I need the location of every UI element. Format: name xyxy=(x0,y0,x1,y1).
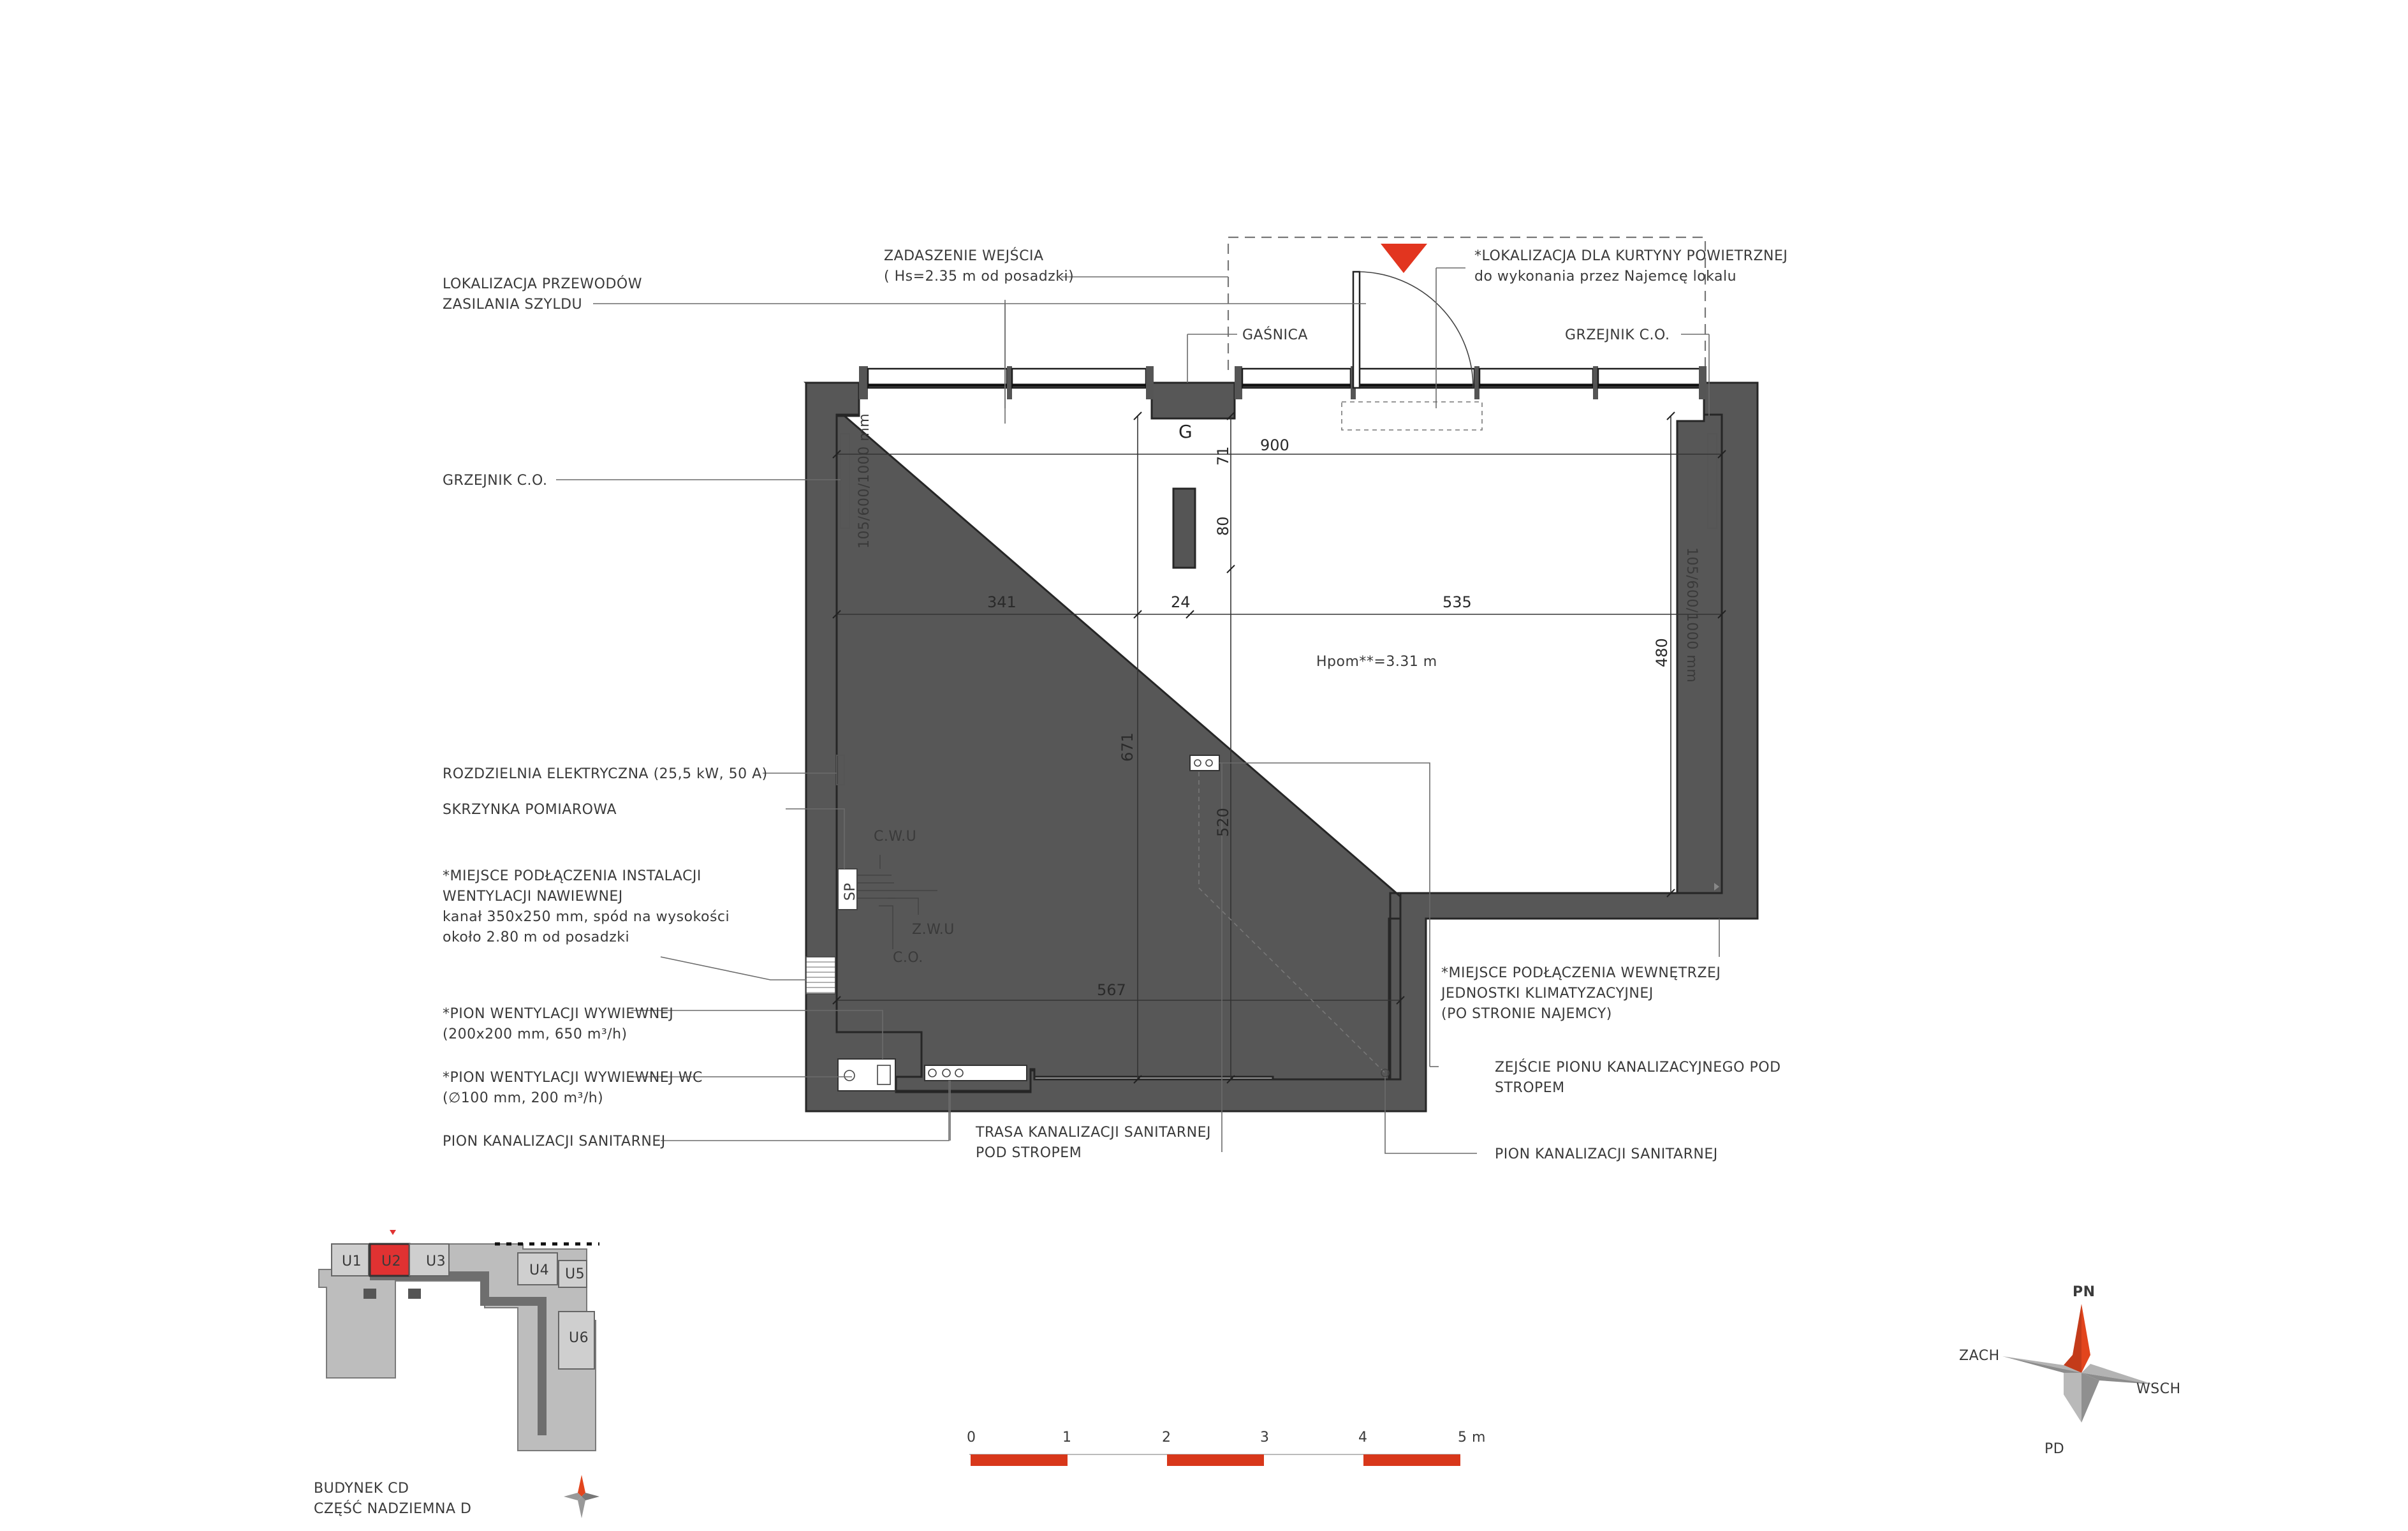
canopy-height-label: ( Hs=2.35 m od posadzki) xyxy=(884,269,1075,285)
dim-inner-height: 520 xyxy=(1214,808,1232,837)
riser-box xyxy=(1190,755,1219,771)
radiator-left-label: GRZEJNIK C.O. xyxy=(443,473,548,489)
key-plan-unit-u4: U4 xyxy=(529,1262,550,1278)
sign-power-label-1: LOKALIZACJA PRZEWODÓW xyxy=(443,276,642,292)
dim-radiator-left: 105/600/1000 mm xyxy=(856,413,872,549)
scale-tick-4: 4 xyxy=(1358,1430,1368,1446)
key-plan-building-2: CZĘŚĆ NADZIEMNA D xyxy=(314,1501,472,1517)
sewer-riser-right-label: PION KANALIZACJI SANITARNEJ xyxy=(1495,1146,1718,1162)
key-plan-building-1: BUDYNEK CD xyxy=(314,1481,409,1497)
scale-tick-2: 2 xyxy=(1162,1430,1171,1446)
extinguisher-symbol: G xyxy=(1178,421,1193,442)
scale-tick-0: 0 xyxy=(967,1430,976,1446)
dim-radiator-right: 105/600/1000 mm xyxy=(1684,547,1700,683)
scale-segment-1 xyxy=(971,1454,1068,1466)
sink-counter xyxy=(925,1065,1027,1081)
key-plan-unit-u5: U5 xyxy=(565,1266,585,1282)
compass-east-label: WSCH xyxy=(2136,1381,2181,1397)
entrance-arrow-icon xyxy=(1381,244,1427,273)
dim-left-height: 671 xyxy=(1119,732,1136,762)
switchboard-label: ROZDZIELNIA ELEKTRYCZNA (25,5 kW, 50 A) xyxy=(443,766,768,782)
extinguisher-label: GAŚNICA xyxy=(1242,327,1308,343)
sewer-route-label-2: POD STROPEM xyxy=(976,1145,1082,1161)
key-plan-unit-u6: U6 xyxy=(569,1330,589,1346)
exhaust-wc-label-2: (∅100 mm, 200 m³/h) xyxy=(443,1090,604,1106)
key-plan-unit-u2: U2 xyxy=(381,1254,402,1269)
exterior-walls xyxy=(806,383,1758,1111)
exhaust-label-1: *PION WENTYLACJI WYWIEWNEJ xyxy=(443,1006,674,1022)
air-curtain-zone xyxy=(1342,402,1482,430)
supply-vent-box xyxy=(806,957,835,994)
supply-vent-label-2: WENTYLACJI NAWIEWNEJ xyxy=(443,889,623,905)
supply-vent-label-4: około 2.80 m od posadzki xyxy=(443,929,630,945)
riser-descent-label-1: ZEJŚCIE PIONU KANALIZACYJNEGO POD xyxy=(1495,1060,1781,1076)
column xyxy=(1173,489,1195,568)
mini-compass-icon xyxy=(564,1475,599,1518)
scale-tick-5: 5 m xyxy=(1458,1430,1486,1446)
dim-left-span: 341 xyxy=(987,593,1017,611)
sign-power-label-2: ZASILANIA SZYLDU xyxy=(443,297,583,313)
key-plan-unit-u3: U3 xyxy=(426,1254,446,1269)
sewer-riser-left-label: PION KANALIZACJI SANITARNEJ xyxy=(443,1134,666,1150)
room-height-label: Hpom**=3.31 m xyxy=(1316,654,1437,670)
cwu-label: C.W.U xyxy=(874,829,917,845)
scale-segment-3 xyxy=(1363,1454,1460,1466)
scale-tick-3: 3 xyxy=(1260,1430,1270,1446)
key-plan xyxy=(314,1230,599,1518)
exhaust-wc-label-1: *PION WENTYLACJI WYWIEWNEJ WC xyxy=(443,1070,703,1086)
riser-descent-label-2: STROPEM xyxy=(1495,1080,1565,1096)
meter-box-label: SKRZYNKA POMIAROWA xyxy=(443,802,617,818)
canopy-title-label: ZADASZENIE WEJŚCIA xyxy=(884,248,1044,264)
wc-fixture xyxy=(838,1059,895,1091)
ac-label-2: JEDNOSTKI KLIMATYZACYJNEJ xyxy=(1441,986,1654,1002)
ac-label-1: *MIEJSCE PODŁĄCZENIA WEWNĘTRZEJ xyxy=(1441,965,1721,981)
compass-south-label: PD xyxy=(2045,1441,2065,1457)
scale-bar xyxy=(967,1430,1486,1466)
air-curtain-label-2: do wykonania przez Najemcę lokalu xyxy=(1474,269,1737,285)
air-curtain-label-1: *LOKALIZACJA DLA KURTYNY POWIETRZNEJ xyxy=(1474,248,1788,264)
dim-top-width: 900 xyxy=(1260,436,1289,454)
dim-top-offset: 71 xyxy=(1214,446,1232,466)
dim-column-span: 24 xyxy=(1171,593,1191,611)
dim-column-depth: 80 xyxy=(1214,516,1232,536)
co-label: C.O. xyxy=(893,950,923,966)
supply-vent-label-3: kanał 350x250 mm, spód na wysokości xyxy=(443,909,730,925)
scale-tick-1: 1 xyxy=(1062,1430,1072,1446)
zwu-label: Z.W.U xyxy=(912,922,955,938)
dim-right-span: 535 xyxy=(1443,593,1472,611)
dim-right-height: 480 xyxy=(1653,638,1671,667)
compass-north-label: PN xyxy=(2073,1284,2096,1300)
dim-bottom-span: 567 xyxy=(1097,981,1126,999)
compass-west-label: ZACH xyxy=(1959,1348,2000,1364)
compass-rose-icon xyxy=(1959,1284,2181,1457)
scale-segment-2 xyxy=(1167,1454,1264,1466)
radiator-top-right-label: GRZEJNIK C.O. xyxy=(1565,327,1670,343)
facade-windows xyxy=(859,366,1707,399)
supply-vent-label-1: *MIEJSCE PODŁĄCZENIA INSTALACJI xyxy=(443,868,701,884)
ac-label-3: (PO STRONIE NAJEMCY) xyxy=(1441,1006,1612,1022)
sewer-route-label-1: TRASA KANALIZACJI SANITARNEJ xyxy=(976,1125,1211,1141)
key-plan-unit-u1: U1 xyxy=(342,1254,362,1269)
meter-box-code: SP xyxy=(842,882,858,901)
wall-pier-extinguisher xyxy=(1152,383,1235,418)
exhaust-label-2: (200x200 mm, 650 m³/h) xyxy=(443,1026,628,1042)
